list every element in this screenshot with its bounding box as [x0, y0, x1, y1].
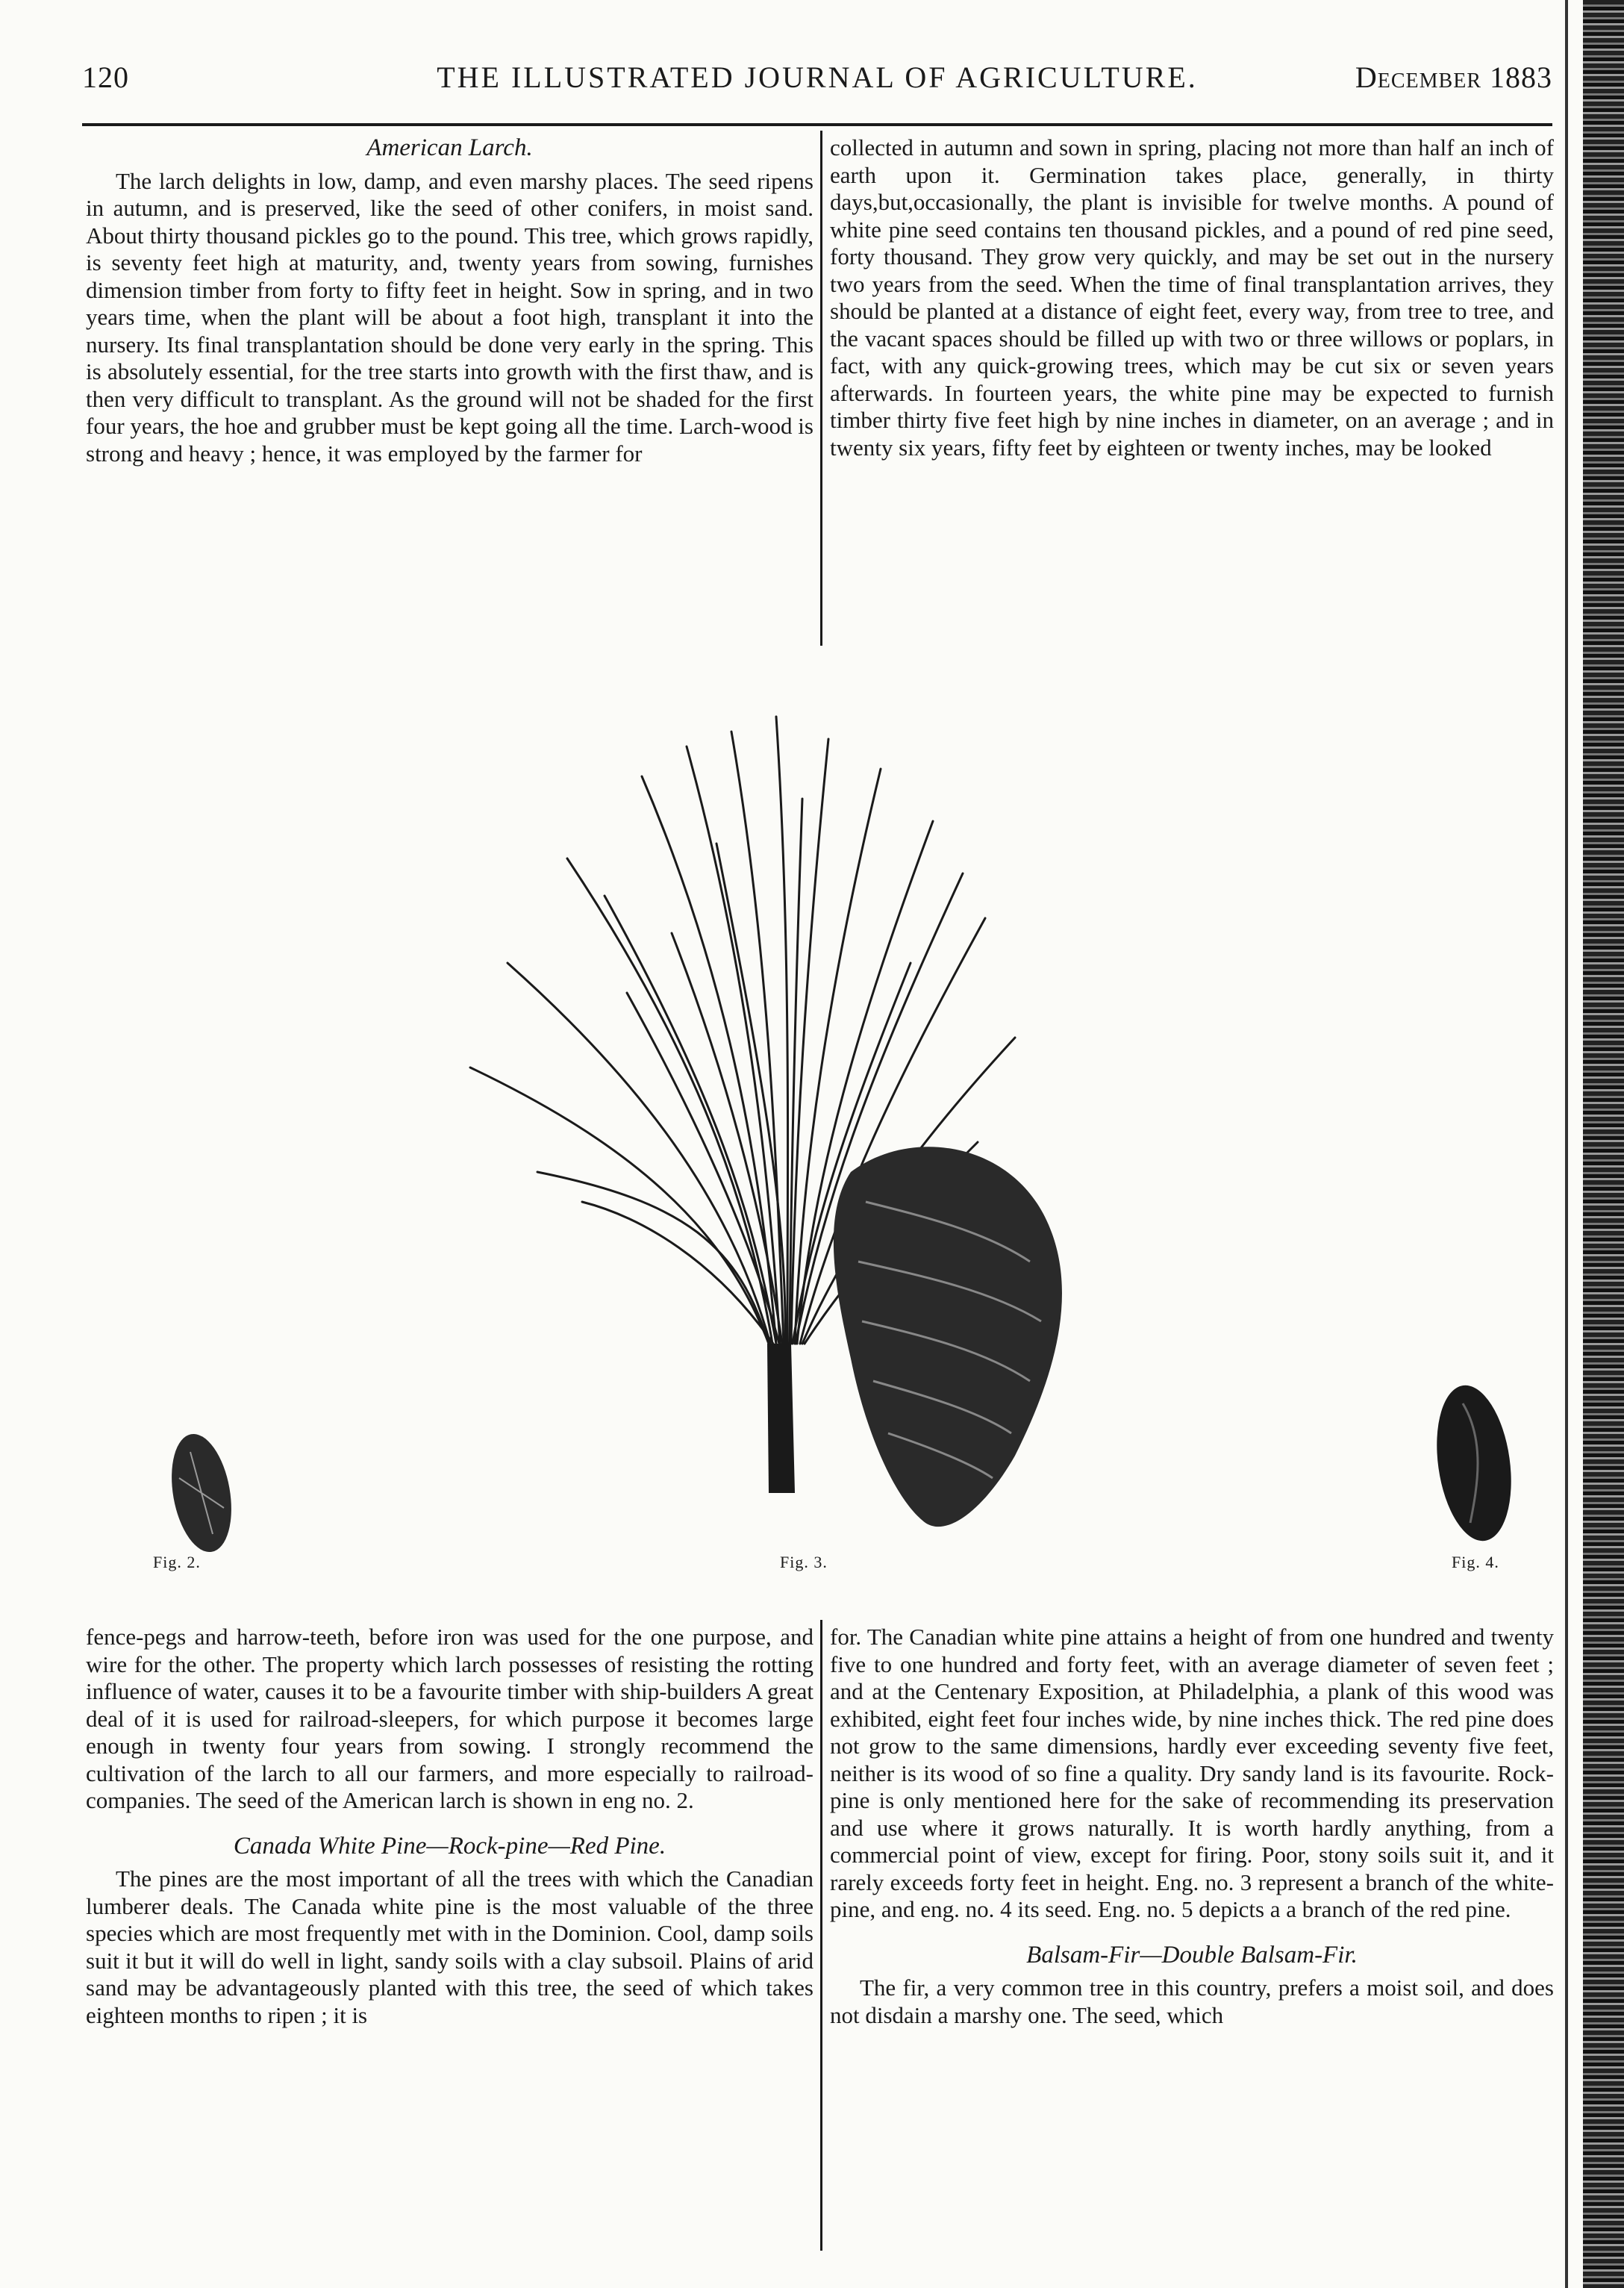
paragraph-pine-1: The pines are the most important of all the trees with which the Canadian lumberer deals. The Canada white pine is the most valuable of the three species which are most frequently met with in the Dominion. Cool, damp soils suit it but it will do well in light, sandy soils with a clay subsoil. Plains of arid sand may be advantageously planted with this tree, the seed of which takes eighteen months to ripen ; it is: [86, 1865, 813, 2028]
pine-twig-icon: [767, 1344, 795, 1493]
column-bottom-right: [830, 1624, 1554, 2251]
paragraph-pine-continued-bottom: for. The Canadian white pine attains a height of from one hundred and twenty five to one hundred and forty feet, with an average diameter of seven feet ; and at the Centenary Exposition, at Philadelphia, a plank of this wood was exhibited, eight feet four inches wide, by nine inches thick. The red pine does not grow to the same dimensions, hardly ever exceeding seventy five feet, neither is its wood of so fine a quality. Dry sandy land is its favourite. Rock-pine is only mentioned here for the sake of recommending its preservation and use where it grows naturally. It is worth hardly anything, from a commercial point of view, except for firing. Poor, stony soils suit it, and it rarely exceeds forty feet in height. Eng. no. 3 represent a branch of the white-pine, and eng. no. 4 its seed. Eng. no. 5 depicts a a branch of the red pine.: [830, 1624, 1554, 1922]
figure-label-4: Fig. 4.: [1452, 1553, 1499, 1571]
page-header: [82, 60, 1552, 105]
scan-border-line: [1565, 0, 1568, 2288]
paragraph-larch-1: The larch delights in low, damp, and even marshy places. The seed ripens in autumn, and is preserved, like the seed of other conifers, in moist sand. About thirty thousand pickles go to the pound. This tree, which grows rapidly, is seventy feet high at maturity, and, twenty years from sowing, furnishes dimension timber from forty to fifty feet in height. Sow in spring, and in two years time, when the plant will be about a foot high, transplant it into the nursery. Its final transplantation should be done very early in the spring. This is absolutely essential, for the tree starts into growth with the first thaw, and is then very difficult to transplant. As the ground will not be shaded for the first four years, the hoe and grubber must be kept going all the time. Larch-wood is strong and heavy ; hence, it was employed by the farmer for: [86, 167, 813, 467]
section-title-balsam-fir: Balsam-Fir—Double Balsam-Fir.: [1026, 1941, 1358, 1969]
paragraph-larch-2: fence-pegs and harrow-teeth, before iron was used for the one purpose, and wire for the other. The property which larch possesses of resisting the rotting influence of water, causes it to be a favourite timber with ship-builders A great deal of it is used for railroad-sleepers, for which purpose it becomes large enough in twenty four years from sowing. I strongly recommend the cultivation of the larch to all our farmers, and more especially to railroad-companies. The seed of the American larch is shown in eng no. 2.: [86, 1624, 813, 1813]
scan-edge: [1583, 0, 1624, 2288]
paragraph-fir-1: The fir, a very common tree in this country, prefers a moist soil, and does not disdain a marshy one. The seed, which: [830, 1974, 1554, 2028]
figure-illustration: [119, 649, 1537, 1597]
header-rule: [82, 123, 1552, 126]
column-top-left: [86, 134, 813, 642]
column-divider-bottom: [820, 1620, 822, 2251]
pine-cone-icon: [834, 1147, 1062, 1527]
page-number: 120: [82, 60, 129, 94]
issue-date: December 1883: [1355, 60, 1552, 94]
column-divider-top: [820, 131, 822, 646]
figure-label-2: Fig. 2.: [153, 1553, 201, 1571]
figure-label-3: Fig. 3.: [780, 1553, 828, 1571]
section-title-canada-pine: Canada White Pine—Rock-pine—Red Pine.: [233, 1832, 666, 1860]
column-top-right: [830, 134, 1554, 642]
paragraph-pine-continued-top: collected in autumn and sown in spring, placing not more than half an inch of earth upon it. Germination takes place, generally, in thirty days,but,occasionally, the plant is invisible for twelve months. A pound of white pine seed contains ten thousand pickles, and a pound of red pine seed, forty thousand. They grow very quickly, and may be set out in the nursery two years from the seed. When the time of final transplantation arrives, they should be planted at a distance of eight feet, every way, from tree to tree, and the vacant spaces should be filled up with two or three willows or poplars, in fact, with any quick-growing trees, which may be cut six or seven years afterwards. In fourteen years, the white pine may be expected to furnish timber thirty five feet high by nine inches in diameter, on an average ; and in twenty six years, fifty feet by eighteen or twenty inches, may be looked: [830, 134, 1554, 461]
white-pine-seed-icon: [1428, 1380, 1520, 1545]
section-title-american-larch: American Larch.: [366, 134, 533, 161]
journal-title: THE ILLUSTRATED JOURNAL OF AGRICULTURE.: [437, 60, 1198, 94]
column-bottom-left: [86, 1624, 813, 2251]
pine-branch-illustration: [119, 649, 1537, 1597]
